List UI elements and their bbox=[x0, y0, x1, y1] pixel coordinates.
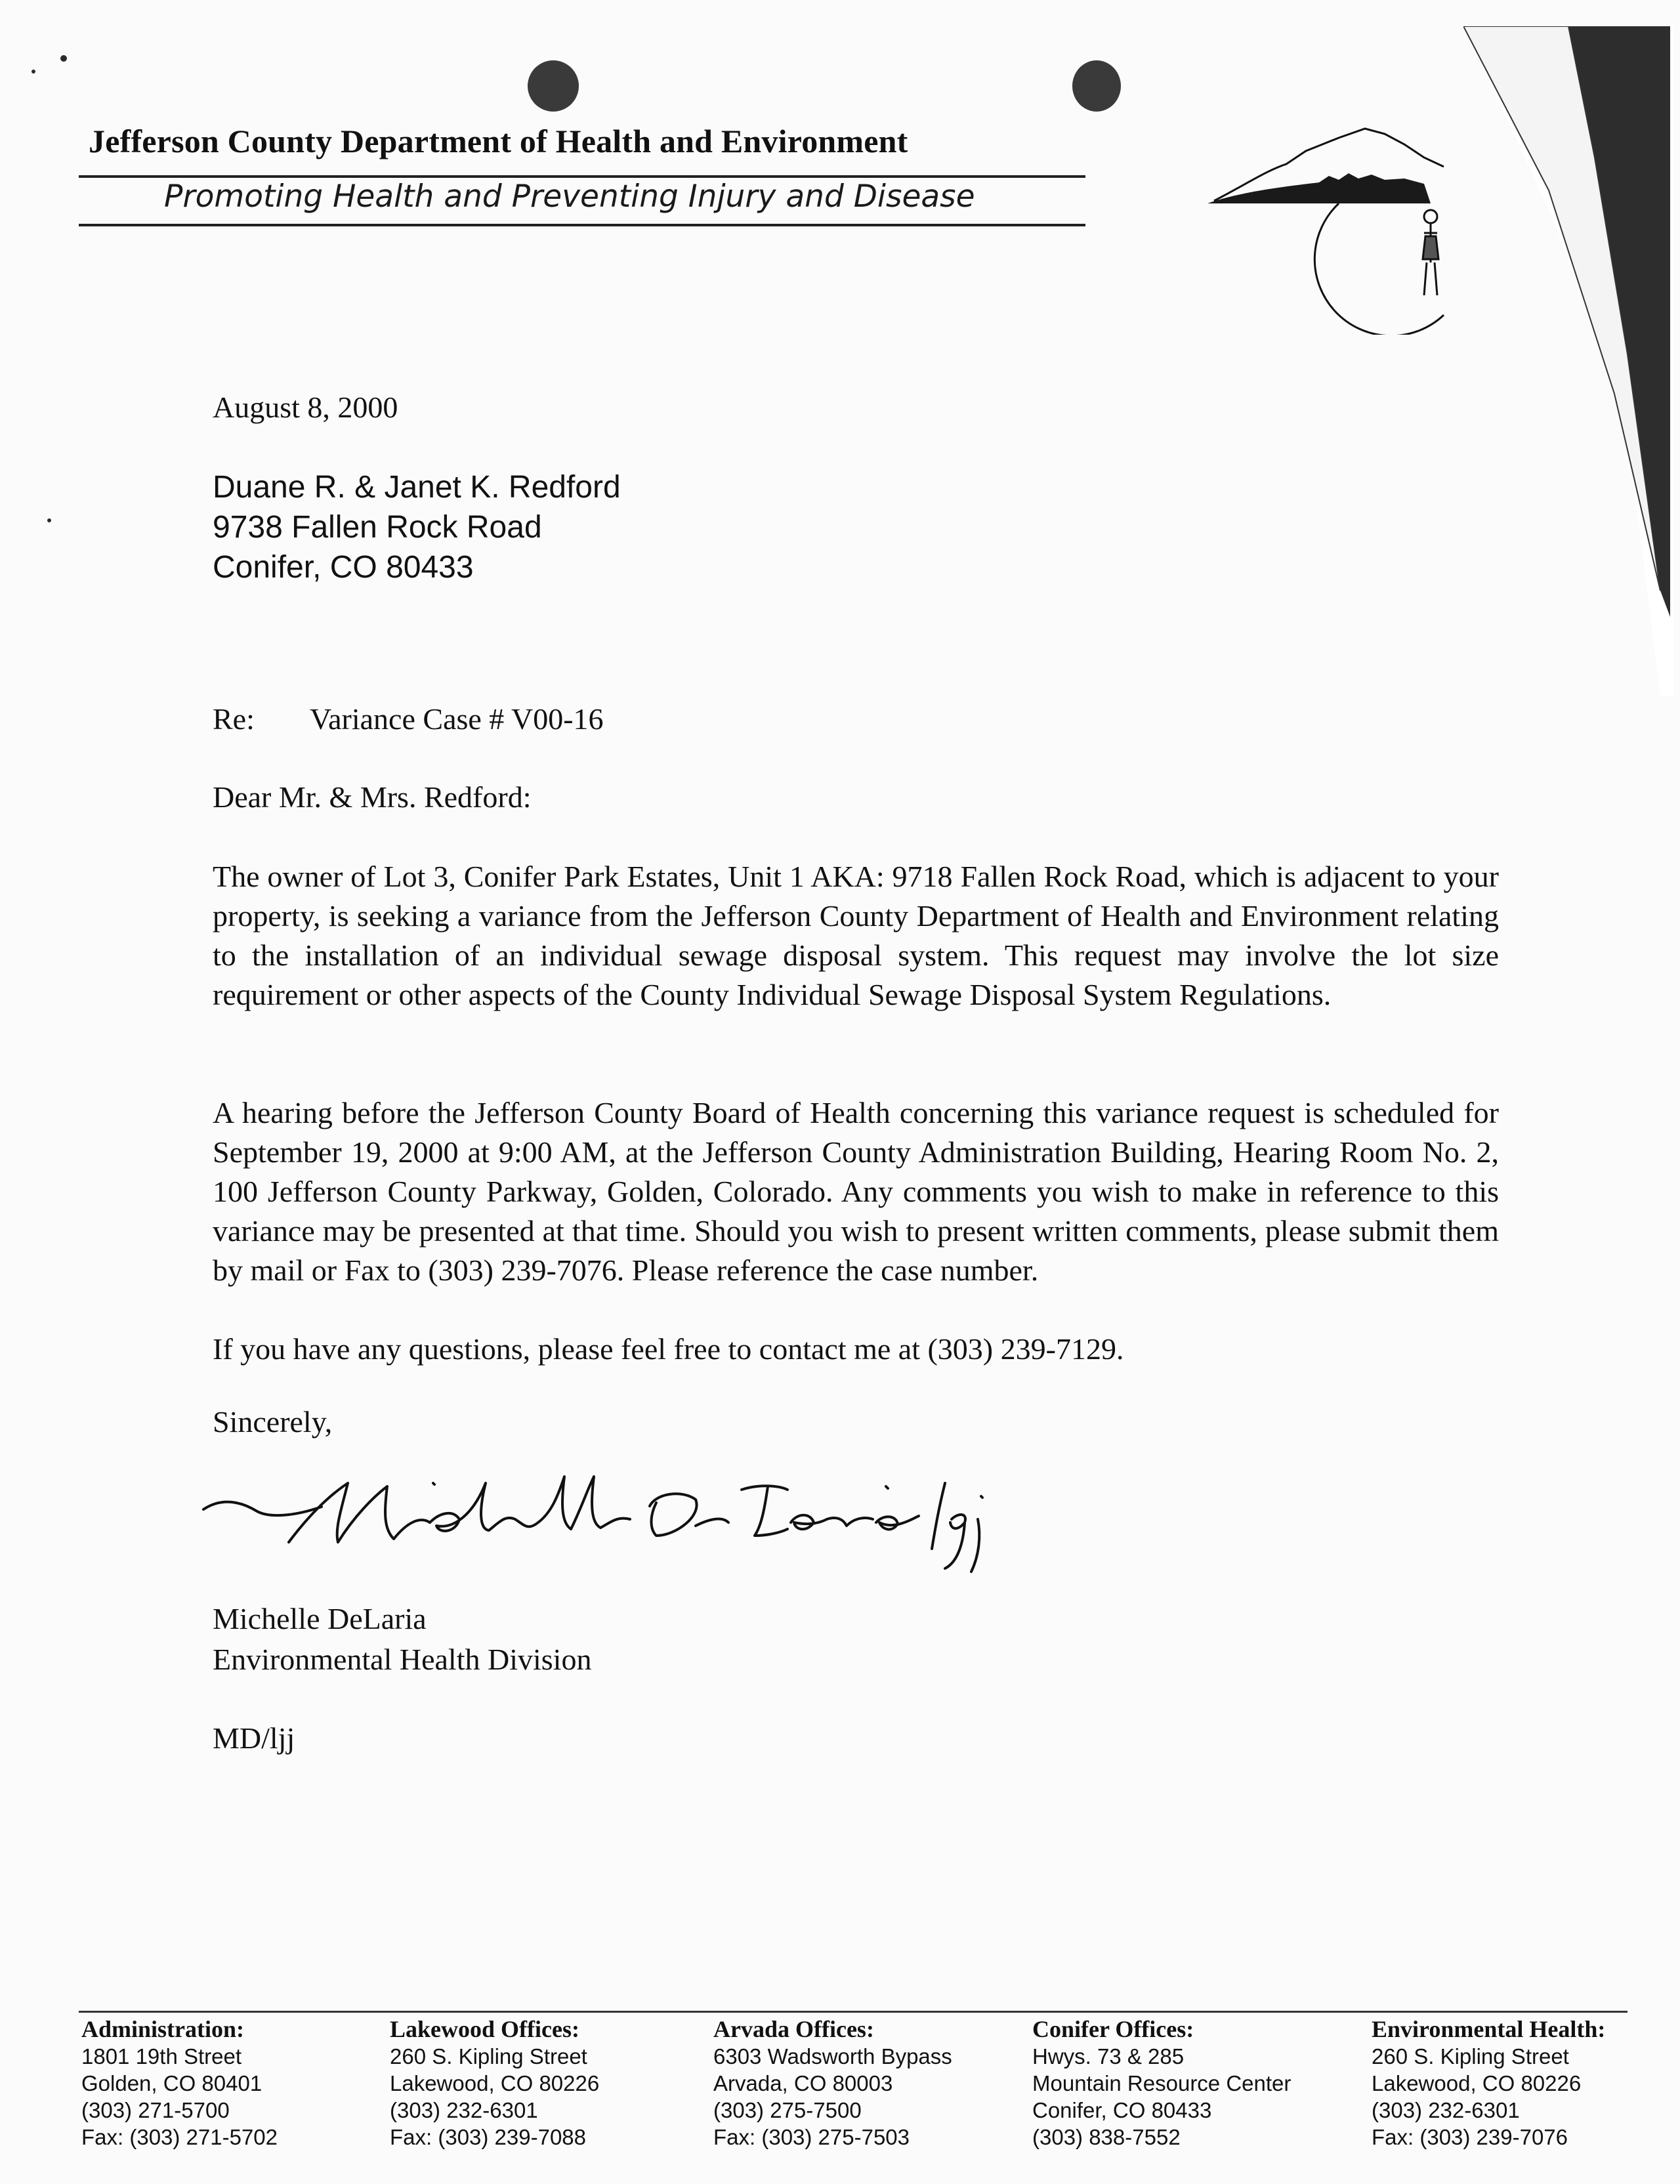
office-line: Arvada, CO 80003 bbox=[713, 2071, 893, 2095]
footer-office-arvada bbox=[713, 2016, 952, 2151]
office-line: Conifer, CO 80433 bbox=[1032, 2098, 1212, 2122]
letter-date: August 8, 2000 bbox=[213, 390, 398, 424]
body-paragraph: If you have any questions, please feel free to contact me at (303) 239-7129. bbox=[213, 1332, 1124, 1366]
recipient-city: Conifer, CO 80433 bbox=[213, 550, 474, 585]
footer-office-conifer bbox=[1032, 2016, 1291, 2151]
letterhead-rule-bottom bbox=[79, 224, 1085, 226]
subject-label: Re: bbox=[213, 702, 255, 736]
letterhead-tagline: Promoting Health and Preventing Injury and Disease bbox=[164, 178, 975, 215]
scan-speck bbox=[32, 70, 35, 74]
office-line: (303) 232-6301 bbox=[1372, 2098, 1520, 2122]
typist-initials: MD/ljj bbox=[213, 1721, 295, 1755]
recipient-name: Duane R. & Janet K. Redford bbox=[213, 470, 621, 505]
office-line: Fax: (303) 239-7088 bbox=[390, 2125, 587, 2149]
office-line: Hwys. 73 & 285 bbox=[1032, 2044, 1185, 2068]
footer-office-environmental-health bbox=[1372, 2016, 1605, 2151]
recipient-address bbox=[213, 467, 621, 587]
signer-name: Michelle DeLaria bbox=[213, 1602, 427, 1635]
office-line: 6303 Wadsworth Bypass bbox=[713, 2044, 952, 2068]
office-line: (303) 271-5700 bbox=[81, 2098, 230, 2122]
footer-rule bbox=[79, 2011, 1628, 2013]
office-line: Mountain Resource Center bbox=[1032, 2071, 1292, 2095]
closing: Sincerely, bbox=[213, 1405, 333, 1438]
office-line: 1801 19th Street bbox=[81, 2044, 242, 2068]
office-title: Arvada Offices: bbox=[713, 2016, 874, 2042]
footer-office-lakewood bbox=[390, 2016, 599, 2151]
office-line: 260 S. Kipling Street bbox=[390, 2044, 587, 2068]
footer-office-administration bbox=[81, 2016, 278, 2151]
office-line: (303) 838-7552 bbox=[1032, 2125, 1181, 2149]
office-line: Lakewood, CO 80226 bbox=[1372, 2071, 1582, 2095]
subject-line bbox=[213, 702, 604, 736]
office-line: Fax: (303) 239-7076 bbox=[1372, 2125, 1568, 2149]
scan-speck bbox=[47, 518, 51, 522]
office-line: Lakewood, CO 80226 bbox=[390, 2071, 600, 2095]
handwritten-signature bbox=[197, 1457, 1116, 1582]
office-line: (303) 275-7500 bbox=[713, 2098, 862, 2122]
office-line: Fax: (303) 275-7503 bbox=[713, 2125, 910, 2149]
recipient-street: 9738 Fallen Rock Road bbox=[213, 510, 542, 545]
office-line: Golden, CO 80401 bbox=[81, 2071, 262, 2095]
office-line: (303) 232-6301 bbox=[390, 2098, 538, 2122]
scan-speck bbox=[60, 55, 67, 62]
hole-punch-right bbox=[1072, 60, 1121, 112]
office-title: Administration: bbox=[81, 2016, 245, 2042]
hole-punch-left bbox=[528, 60, 579, 112]
signer-division: Environmental Health Division bbox=[213, 1643, 592, 1676]
office-line: 260 S. Kipling Street bbox=[1372, 2044, 1569, 2068]
office-title: Environmental Health: bbox=[1372, 2016, 1606, 2042]
page-curl-shadow bbox=[1463, 26, 1680, 696]
body-paragraph: A hearing before the Jefferson County Board of Health concerning this variance request is scheduled for September 19, 2000 at 9:00 AM, at the Jefferson County Administration Building, Hearing Room No. 2, 100 Jefferson County Parkway, Golden, Colorado. Any comments you wish to make in reference to this variance may be presented at that time. Should you wish to present written comments, please submit them by mail or Fax to (303) 239-7076. Please reference the case number. bbox=[213, 1096, 1499, 1287]
office-title: Conifer Offices: bbox=[1032, 2016, 1194, 2042]
salutation: Dear Mr. & Mrs. Redford: bbox=[213, 780, 532, 814]
body-paragraph: The owner of Lot 3, Conifer Park Estates, Unit 1 AKA: 9718 Fallen Rock Road, which is adjacent to your property, is seeking a variance from the Jefferson County Department of Health and Environment relating to the installation of an individual sewage disposal system. This request may involve the lot size requirement or other aspects of the County Individual Sewage Disposal System Regulations. bbox=[213, 860, 1499, 1011]
office-title: Lakewood Offices: bbox=[390, 2016, 579, 2042]
letterhead-org-name: Jefferson County Department of Health and Environment bbox=[89, 123, 908, 159]
office-line: Fax: (303) 271-5702 bbox=[81, 2125, 278, 2149]
subject-text: Variance Case # V00-16 bbox=[310, 702, 604, 736]
letterhead-rule-top bbox=[79, 175, 1085, 178]
